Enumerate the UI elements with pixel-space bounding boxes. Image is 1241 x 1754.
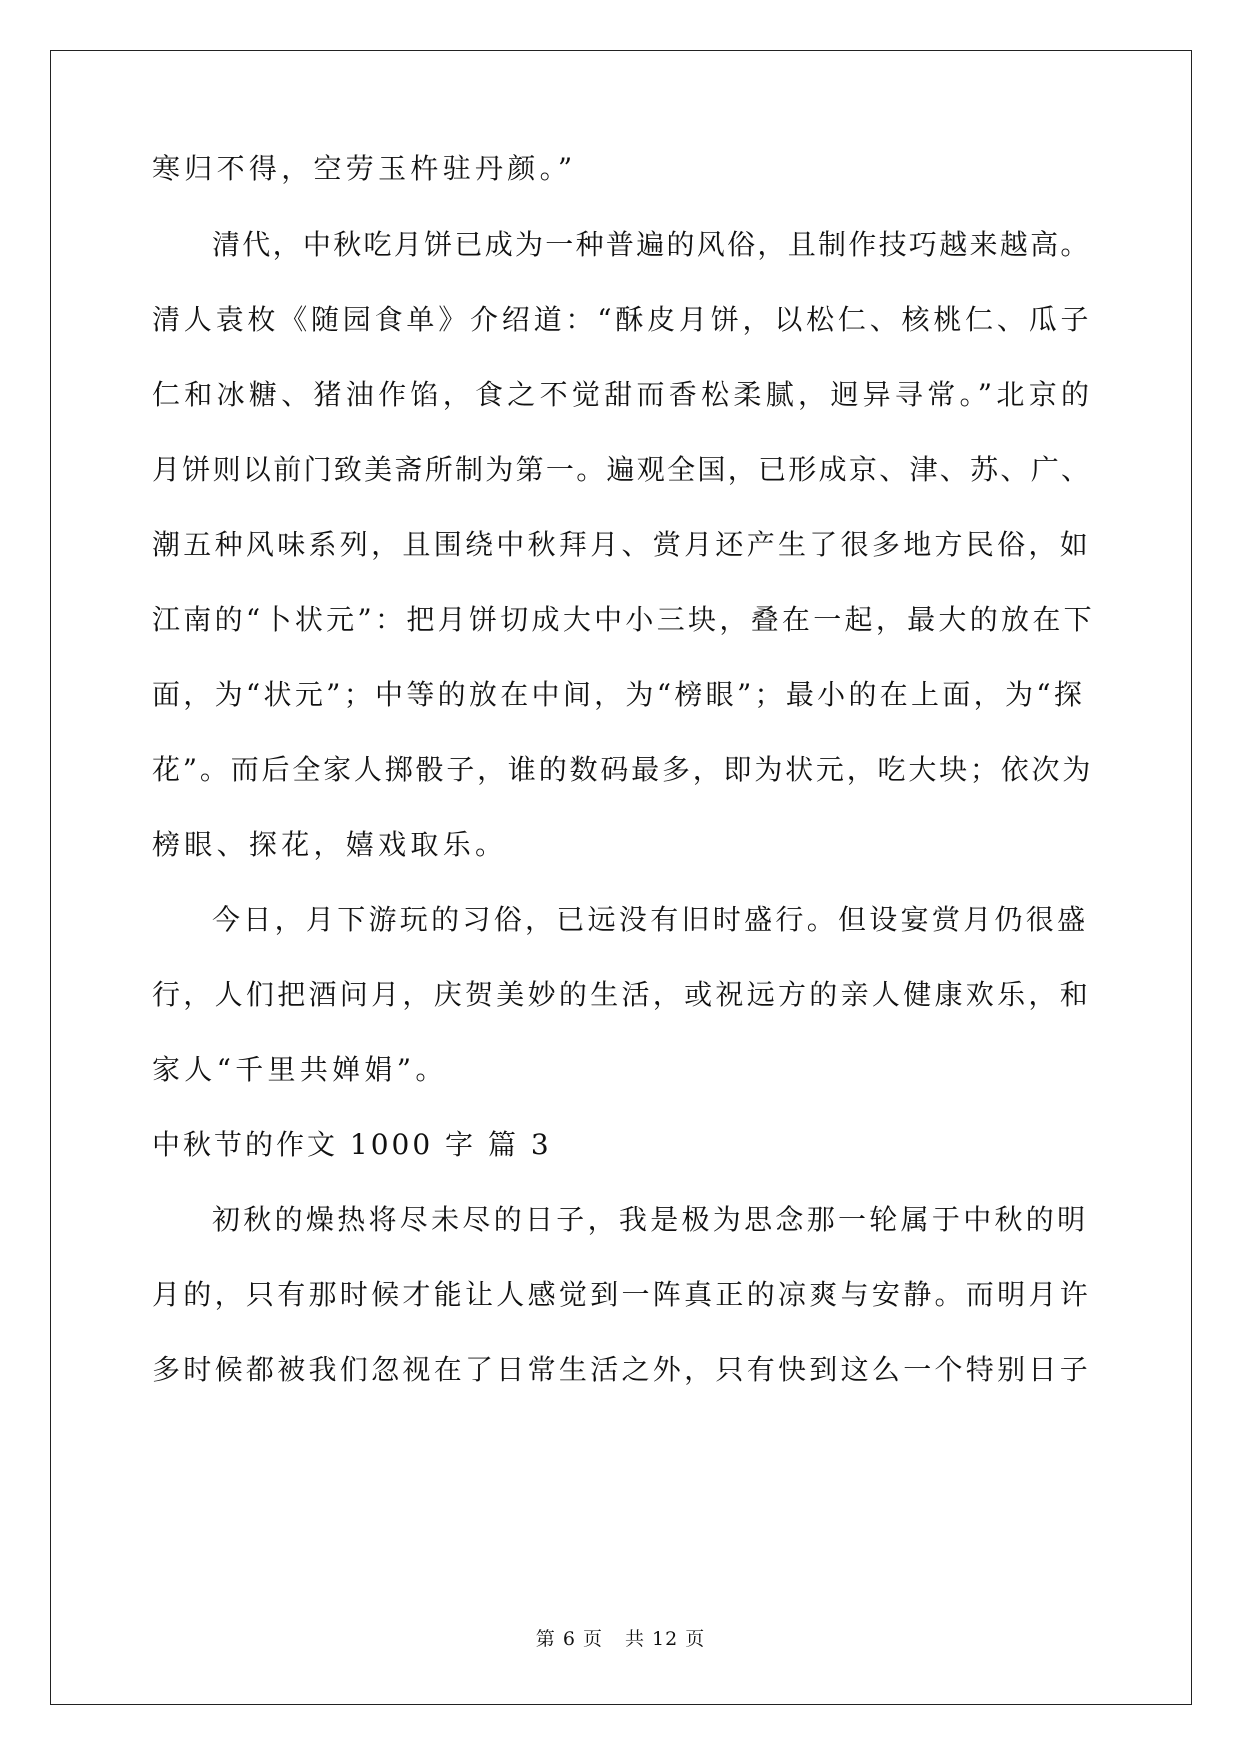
- page-number: 第 6 页: [535, 1628, 603, 1650]
- text-line: 月的，只有那时候才能让人感觉到一阵真正的凉爽与安静。而明月许: [152, 1278, 1092, 1311]
- text-line: 面，为“状元”；中等的放在中间，为“榜眼”；最小的在上面，为“探: [152, 678, 1086, 711]
- text-line: 清人袁枚《随园食单》介绍道：“酥皮月饼，以松仁、核桃仁、瓜子: [152, 303, 1093, 336]
- text-line: 多时候都被我们忽视在了日常生活之外，只有快到这么一个特别日子: [152, 1353, 1092, 1386]
- section-heading: 中秋节的作文 1000 字 篇 3: [152, 1128, 552, 1161]
- text-line: 家人“千里共婵娟”。: [152, 1053, 448, 1086]
- page-footer: [0, 1627, 1241, 1651]
- text-line: 初秋的燥热将尽未尽的日子，我是极为思念那一轮属于中秋的明: [212, 1203, 1089, 1236]
- text-line: 清代，中秋吃月饼已成为一种普遍的风俗，且制作技巧越来越高。: [212, 228, 1091, 261]
- text-line: 今日，月下游玩的习俗，已远没有旧时盛行。但设宴赏月仍很盛: [212, 903, 1089, 936]
- text-line: 行，人们把酒问月，庆贺美妙的生活，或祝远方的亲人健康欢乐，和: [152, 978, 1092, 1011]
- text-line: 寒归不得，空劳玉杵驻丹颜。”: [152, 152, 577, 185]
- text-line: 月饼则以前门致美斋所制为第一。遍观全国，已形成京、津、苏、广、: [152, 453, 1092, 486]
- page-total: 共 12 页: [624, 1628, 706, 1650]
- text-line: 仁和冰糖、猪油作馅，食之不觉甜而香松柔腻，迥异寻常。”北京的: [152, 378, 1094, 411]
- text-line: 潮五种风味系列，且围绕中秋拜月、赏月还产生了很多地方民俗，如: [152, 528, 1092, 561]
- page-border: [50, 50, 1192, 1705]
- text-line: 花”。而后全家人掷骰子，谁的数码最多，即为状元，吃大块；依次为: [152, 753, 1094, 786]
- text-line: 榜眼、探花，嬉戏取乐。: [152, 828, 508, 861]
- text-line: 江南的“卜状元”：把月饼切成大中小三块，叠在一起，最大的放在下: [152, 603, 1095, 636]
